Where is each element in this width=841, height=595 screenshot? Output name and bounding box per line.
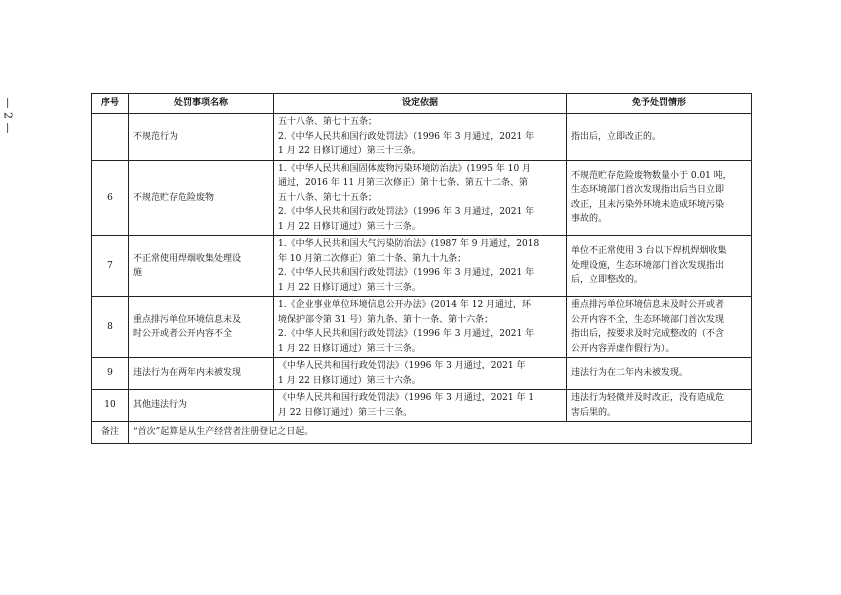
cell-text-line: 年 10 月第二次修正）第二十条、第九十九条； — [278, 253, 467, 264]
cell-text-line: 不规范贮存危险废物 — [133, 192, 215, 203]
legal-basis-cell — [274, 358, 567, 390]
legal-basis-cell — [274, 236, 567, 297]
cell-text-line: 不正常使用焊烟收集处理设 — [133, 253, 242, 264]
legal-basis-cell — [274, 390, 567, 422]
exemption-cell — [567, 358, 752, 390]
item-name-cell — [129, 358, 274, 390]
cell-text-line: 1.《中华人民共和国固体废物污染环境防治法》(1995 年 10 月 — [278, 163, 532, 174]
header-exemption-condition: 免予处罚情形 — [567, 94, 752, 114]
note-text: “首次”起算是从生产经营者注册登记之日起。 — [129, 422, 752, 444]
penalty-exemption-table — [91, 93, 752, 444]
legal-basis-cell — [274, 297, 567, 358]
cell-text-line: 不规范行为 — [133, 131, 179, 142]
exemption-cell — [567, 114, 752, 161]
serial-number-cell: 10 — [92, 390, 129, 422]
header-serial-number: 序号 — [92, 94, 129, 114]
serial-number-cell: 8 — [92, 297, 129, 358]
cell-text-line: 重点排污单位环境信息未及 — [133, 314, 242, 325]
table-row — [92, 236, 752, 297]
table-row — [92, 390, 752, 422]
table-row — [92, 160, 752, 236]
cell-text-line: 五十八条、第七十五条； — [278, 192, 378, 203]
note-row — [92, 422, 752, 444]
cell-text-line: 公开内容弄虚作假行为）。 — [571, 343, 675, 354]
cell-text-line: 不规范贮存危险废物数量小于 0.01 吨， — [571, 170, 732, 181]
table-row — [92, 358, 752, 390]
header-legal-basis: 设定依据 — [274, 94, 567, 114]
cell-text-line: 指出后，立即改正的。 — [571, 131, 662, 142]
cell-text-line: 单位不正常使用 3 台以下焊机焊烟收集 — [571, 246, 727, 257]
item-name-cell — [129, 114, 274, 161]
note-label: 备注 — [92, 422, 129, 444]
cell-text-line: 公开内容不全，生态环境部门首次发现 — [571, 314, 725, 325]
exemption-cell — [567, 297, 752, 358]
cell-text-line: 事故的。 — [571, 214, 608, 225]
cell-text-line: 其他违法行为 — [133, 400, 188, 411]
cell-text-line: 违法行为在两年内未被发现 — [133, 368, 242, 379]
cell-text-line: 1 月 22 日修订通过）第三十三条。 — [278, 146, 421, 156]
exemption-cell — [567, 160, 752, 236]
cell-text-line: 《中华人民共和国行政处罚法》（1996 年 3 月通过，2021 年 1 — [278, 393, 535, 403]
cell-text-line: 生态环境部门首次发现指出后当日立即 — [571, 185, 725, 196]
cell-text-line: 违法行为在二年内未被发现。 — [571, 368, 689, 379]
cell-text-line: 五十八条、第七十五条； — [278, 117, 378, 127]
serial-number-cell: 6 — [92, 160, 129, 236]
item-name-cell — [129, 236, 274, 297]
cell-text-line: 月 22 日修订通过）第三十三条。 — [278, 407, 413, 418]
cell-text-line: 违法行为轻微并及时改正，没有造成危 — [571, 393, 725, 403]
serial-number-cell: 9 — [92, 358, 129, 390]
cell-text-line: 后，立即整改的。 — [571, 275, 644, 286]
legal-basis-cell — [274, 114, 567, 161]
cell-text-line: 1 月 22 日修订通过）第三十三条。 — [278, 221, 421, 232]
serial-number-cell: 7 — [92, 236, 129, 297]
page-number: — 2 — — [1, 97, 15, 134]
cell-text-line: 时公开或者公开内容不全 — [133, 329, 233, 339]
item-name-cell — [129, 390, 274, 422]
cell-text-line: 1 月 22 日修订通过）第三十三条。 — [278, 343, 421, 354]
cell-text-line: 重点排污单位环境信息未及时公开或者 — [571, 300, 725, 310]
cell-text-line: 2.《中华人民共和国行政处罚法》（1996 年 3 月通过，2021 年 — [278, 207, 535, 217]
cell-text-line: 1.《中华人民共和国大气污染防治法》(1987 年 9 月通过，2018 — [278, 239, 540, 249]
serial-number-cell — [92, 114, 129, 161]
cell-text-line: 2.《中华人民共和国行政处罚法》（1996 年 3 月通过，2021 年 — [278, 329, 535, 339]
exemption-cell — [567, 390, 752, 422]
cell-text-line: 施 — [133, 268, 143, 278]
exemption-cell — [567, 236, 752, 297]
table-header-row — [92, 94, 752, 114]
cell-text-line: 1 月 22 日修订通过）第三十三条。 — [278, 282, 421, 293]
cell-text-line: 害后果的。 — [571, 407, 617, 418]
cell-text-line: 1.《企业事业单位环境信息公开办法》(2014 年 12 月通过，环 — [278, 300, 532, 310]
header-item-name: 处罚事项名称 — [129, 94, 274, 114]
cell-text-line: 处理设施，生态环境部门首次发现指出 — [571, 260, 725, 271]
cell-text-line: 2.《中华人民共和国行政处罚法》（1996 年 3 月通过，2021 年 — [278, 268, 535, 278]
item-name-cell — [129, 297, 274, 358]
item-name-cell — [129, 160, 274, 236]
legal-basis-cell — [274, 160, 567, 236]
table-row — [92, 297, 752, 358]
cell-text-line: 1 月 22 日修订通过）第三十六条。 — [278, 375, 421, 386]
table-row — [92, 114, 752, 161]
cell-text-line: 通过，2016 年 11 月第三次修正）第十七条、第五十二条、第 — [278, 178, 528, 188]
cell-text-line: 指出后，按要求及时完成整改的（不含 — [571, 329, 725, 339]
cell-text-line: 《中华人民共和国行政处罚法》（1996 年 3 月通过，2021 年 — [278, 361, 526, 371]
cell-text-line: 境保护部令第 31 号）第九条、第十一条、第十六条； — [278, 314, 494, 325]
cell-text-line: 2.《中华人民共和国行政处罚法》（1996 年 3 月通过，2021 年 — [278, 131, 535, 142]
cell-text-line: 改正，且未污染外环境未造成环境污染 — [571, 199, 725, 210]
